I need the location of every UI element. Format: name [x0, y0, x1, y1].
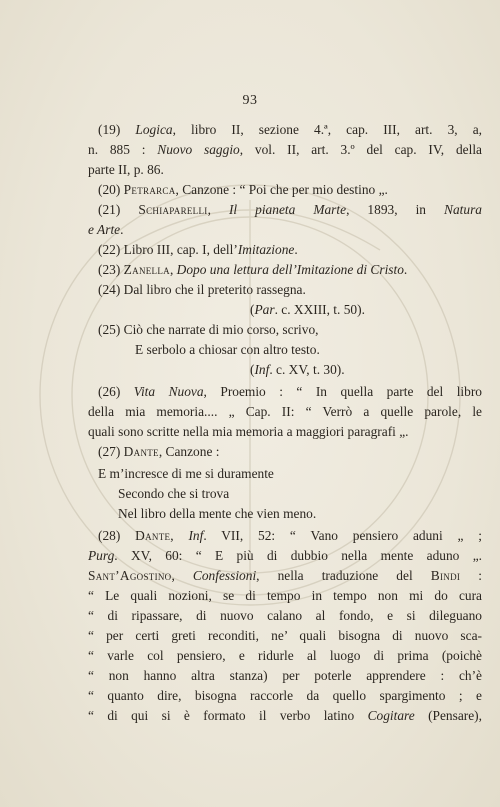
- footnote-line-n28-e: [88, 606, 482, 626]
- footnote-line-n28-f: [88, 626, 482, 646]
- text-run: . VII, 52: “ Vano pensiero aduni „ ;: [203, 528, 482, 543]
- footnote-line-n21-a: [98, 200, 482, 220]
- italic-text: Inf: [254, 362, 270, 377]
- text-run: .: [403, 262, 408, 277]
- text-run: Nel libro della mente che vien meno.: [118, 506, 317, 521]
- small-caps-name: Dante: [123, 444, 159, 459]
- text-run: , Canzone : “ Poi che per mio destino „.: [175, 182, 388, 197]
- footnote-line-n26-b: [88, 402, 482, 422]
- text-run: “ quanto dire, bisogna raccorle da quello spargimento ; e: [88, 688, 482, 703]
- footnote-line-n24-c: [250, 300, 365, 320]
- footnote-line-n28-i: [88, 686, 482, 706]
- text-run: (19): [98, 122, 136, 137]
- text-run: “ Le quali nozioni, se di tempo in tempo non mi do cura: [88, 588, 482, 603]
- text-run: . c. XV, t. 30).: [269, 362, 345, 377]
- text-run: “ di qui si è formato il verbo latino: [88, 708, 368, 723]
- text-run: parte II, p. 86.: [88, 162, 164, 177]
- text-run: (: [250, 362, 255, 377]
- italic-text: Vita Nuova: [133, 384, 204, 399]
- text-run: “ di ripassare, di nuovo calano al fondo, e si dileguano: [88, 608, 482, 623]
- text-run: n. 885 :: [88, 142, 158, 157]
- footnote-line-n28-j: [88, 706, 482, 726]
- text-run: E serbolo a chiosar con altro testo.: [135, 342, 320, 357]
- text-run: “ per certi greti reconditi, ne’ quali bisogna di nuovo sca-: [88, 628, 482, 643]
- footnote-line-n23: [98, 260, 482, 280]
- text-run: (23): [98, 262, 124, 277]
- italic-text: Inf: [188, 528, 204, 543]
- text-run: , Canzone :: [158, 444, 220, 459]
- text-run: ,: [169, 262, 177, 277]
- text-run: . XV, 60: “ E più di dubbio nella mente aduno „.: [114, 548, 482, 563]
- footnote-line-n28-h: [88, 666, 482, 686]
- italic-text: Logica: [135, 122, 173, 137]
- footnote-line-n28-b: [88, 546, 482, 566]
- footnote-line-n26-a: [98, 382, 482, 402]
- italic-text: Cogitare: [367, 708, 415, 723]
- text-run: ,: [170, 528, 189, 543]
- footnote-line-n26-c: [88, 422, 482, 442]
- italic-text: Il pianeta Marte: [228, 202, 347, 217]
- footnote-line-n20: [98, 180, 482, 200]
- text-run: (: [250, 302, 255, 317]
- text-run: (20): [98, 182, 124, 197]
- small-caps-name: Petrarca: [123, 182, 176, 197]
- small-caps-name: Schiaparelli: [138, 202, 208, 217]
- footnote-line-n28-a: [98, 526, 482, 546]
- text-run: , 1893, in: [346, 202, 445, 217]
- text-run: della mia memoria.... „ Cap. II: “ Verrò a quelle parole, le: [88, 404, 482, 419]
- footnote-line-n22: [98, 240, 482, 260]
- text-run: , libro II, sezione 4.ª, cap. III, art. 3, a,: [172, 122, 482, 137]
- text-run: , vol. II, art. 3.º del cap. IV, della: [239, 142, 482, 157]
- text-run: .: [294, 242, 298, 257]
- small-caps-name: Dante: [135, 528, 171, 543]
- text-run: “ non hanno altra stanza) per poterle apprendere : ch’è: [88, 668, 482, 683]
- text-run: (27): [98, 444, 124, 459]
- footnote-line-n25-a: [98, 320, 482, 340]
- italic-text: e Arte: [88, 222, 121, 237]
- text-run: , nella traduzione del: [256, 568, 431, 583]
- italic-text: Nuovo saggio: [157, 142, 240, 157]
- text-run: (22) Libro III, cap. I, dell’: [98, 242, 238, 257]
- text-run: . c. XXIII, t. 50).: [274, 302, 365, 317]
- small-caps-name: Bindi: [430, 568, 461, 583]
- text-run: :: [460, 568, 482, 583]
- italic-text: Purg: [88, 548, 115, 563]
- text-run: “ varle col pensiero, e ridurle al luogo di prima (poichè: [88, 648, 482, 663]
- text-run: (28): [98, 528, 136, 543]
- footnote-line-n28-d: [88, 586, 482, 606]
- footnote-line-n27: [98, 442, 482, 462]
- footnote-line-n27-c: [118, 504, 500, 524]
- footnote-line-n19-c: [88, 160, 482, 180]
- text-run: ,: [171, 568, 193, 583]
- text-run: .: [120, 222, 124, 237]
- footnote-line-n27-a: [98, 464, 482, 484]
- italic-text: Imitazione: [237, 242, 295, 257]
- italic-text: Par: [254, 302, 275, 317]
- text-run: , Proemio : “ In quella parte del libro: [203, 384, 482, 399]
- italic-text: Confessioni: [192, 568, 257, 583]
- text-run: (26): [98, 384, 134, 399]
- footnote-line-n25-b: [135, 340, 500, 360]
- text-run: ,: [207, 202, 229, 217]
- small-caps-name: Zanella: [123, 262, 170, 277]
- footnote-line-n28-g: [88, 646, 482, 666]
- footnote-line-n24: [98, 280, 482, 300]
- footnote-line-n25-c: [250, 360, 345, 380]
- footnote-line-n19-a: [98, 120, 482, 140]
- text-run: E m’incresce di me si duramente: [98, 466, 274, 481]
- page-number: 93: [242, 93, 258, 108]
- footnote-line-n28-c: [88, 566, 482, 586]
- text-run: (24) Dal libro che il preterito rassegna.: [98, 282, 306, 297]
- text-run: (25) Ciò che narrate di mio corso, scrivo,: [98, 322, 319, 337]
- small-caps-name: Sant’Agostino: [88, 568, 172, 583]
- text-run: (Pensare),: [414, 708, 482, 723]
- text-run: quali sono scritte nella mia memoria a maggiori paragrafi „.: [88, 424, 409, 439]
- text-run: (21): [98, 202, 139, 217]
- footnote-line-n19-b: [88, 140, 482, 160]
- text-run: Secondo che si trova: [118, 486, 230, 501]
- italic-text: Dopo una lettura dell’Imitazione di Cristo: [176, 262, 404, 277]
- footnote-line-n21-b: [88, 220, 482, 240]
- italic-text: Natura: [444, 202, 482, 217]
- footnote-line-n27-b: [118, 484, 500, 504]
